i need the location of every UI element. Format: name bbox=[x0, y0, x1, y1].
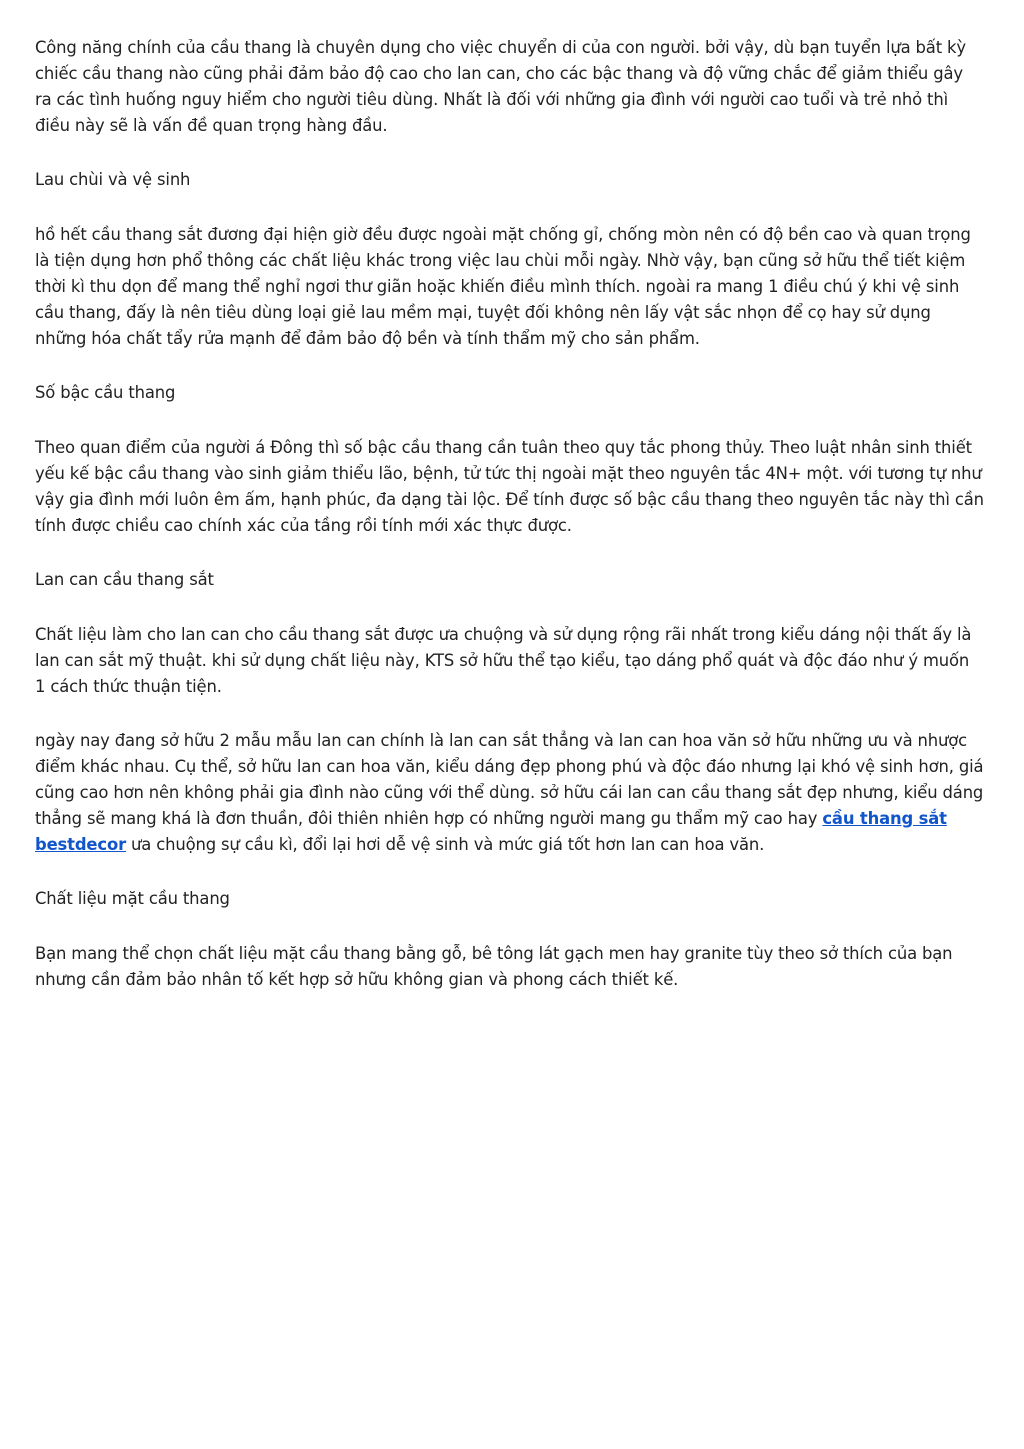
bestdecor-link[interactable]: cầu thang sắt bestdecor bbox=[35, 809, 947, 854]
heading-stair-surface: Chất liệu mặt cầu thang bbox=[35, 889, 230, 908]
paragraph-cleaning: hồ hết cầu thang sắt đương đại hiện giờ đều được ngoài mặt chống gỉ, chống mòn nên có độ bền cao và quan trọng là tiện dụng hơn phổ thông các chất liệu khác trong việc lau chùi mỗi ngày. Nhờ vậy, bạn cũng sở hữu thể tiết kiệm thời kì thu dọn để mang thể nghỉ ngơi thư giãn hoặc khiến điều mình thích. ngoài ra mang 1 điều chú ý khi vệ sinh cầu thang, đấy là nên tiêu dùng loại giẻ lau mềm mại, tuyệt đối không nên lấy vật sắc nhọn để cọ hay sử dụng những hóa chất tẩy rửa mạnh để đảm bảo độ bền và tính thẩm mỹ cho sản phẩm. bbox=[35, 225, 971, 348]
paragraph-step-count: Theo quan điểm của người á Đông thì số bậc cầu thang cần tuân theo quy tắc phong thủy. Theo luật nhân sinh thiết yếu kế bậc cầu thang vào sinh giảm thiểu lão, bệnh, tử tức thị ngoài mặt theo nguyên tắc 4N+ một. với tương tự như vậy gia đình mới luôn êm ấm, hạnh phúc, đa dạng tài lộc. Để tính được số bậc cầu thang theo nguyên tắc này thì cần tính được chiều cao chính xác của tầng rồi tính mới xác thực được. bbox=[35, 438, 984, 535]
heading-iron-railing: Lan can cầu thang sắt bbox=[35, 570, 214, 589]
paragraph-iron-railing: Chất liệu làm cho lan can cho cầu thang sắt được ưa chuộng và sử dụng rộng rãi nhất trong kiểu dáng nội thất ấy là lan can sắt mỹ thuật. khi sử dụng chất liệu này, KTS sở hữu thể tạo kiểu, tạo dáng phổ quát và độc đáo như ý muốn 1 cách thức thuận tiện. bbox=[35, 625, 972, 696]
paragraph-stair-surface: Bạn mang thể chọn chất liệu mặt cầu thang bằng gỗ, bê tông lát gạch men hay granite tùy theo sở thích của bạn nhưng cần đảm bảo nhân tố kết hợp sở hữu không gian và phong cách thiết kế. bbox=[35, 944, 953, 989]
railing-types-text-before: ngày nay đang sở hữu 2 mẫu mẫu lan can chính là lan can sắt thẳng và lan can hoa văn sở hữu những ưu và nhược điểm khác nhau. Cụ thể, sở hữu lan can hoa văn, kiểu dáng đẹp phong phú và độc đáo nhưng lại khó vệ sinh hơn, giá cũng cao hơn nên không phải gia đình nào cũng với thể dùng. sở hữu cái lan can cầu thang sắt đẹp nhưng, kiểu dáng thẳng sẽ mang khá là đơn thuần, đôi thiên nhiên hợp có những người mang gu thẩm mỹ cao hay bbox=[35, 731, 984, 828]
railing-types-text-after: ưa chuộng sự cầu kì, đổi lại hơi dễ vệ sinh và mức giá tốt hơn lan can hoa văn. bbox=[126, 835, 765, 854]
paragraph-stair-function: Công năng chính của cầu thang là chuyên dụng cho việc chuyển di của con người. bởi vậy, dù bạn tuyển lựa bất kỳ chiếc cầu thang nào cũng phải đảm bảo độ cao cho lan can, cho các bậc thang và độ vững chắc để giảm thiểu gây ra các tình huống nguy hiểm cho người tiêu dùng. Nhất là đối với những gia đình với người cao tuổi và trẻ nhỏ thì điều này sẽ là vấn đề quan trọng hàng đầu. bbox=[35, 38, 966, 135]
heading-cleaning: Lau chùi và vệ sinh bbox=[35, 170, 191, 189]
paragraph-railing-types bbox=[35, 728, 984, 858]
heading-step-count: Số bậc cầu thang bbox=[35, 383, 176, 402]
